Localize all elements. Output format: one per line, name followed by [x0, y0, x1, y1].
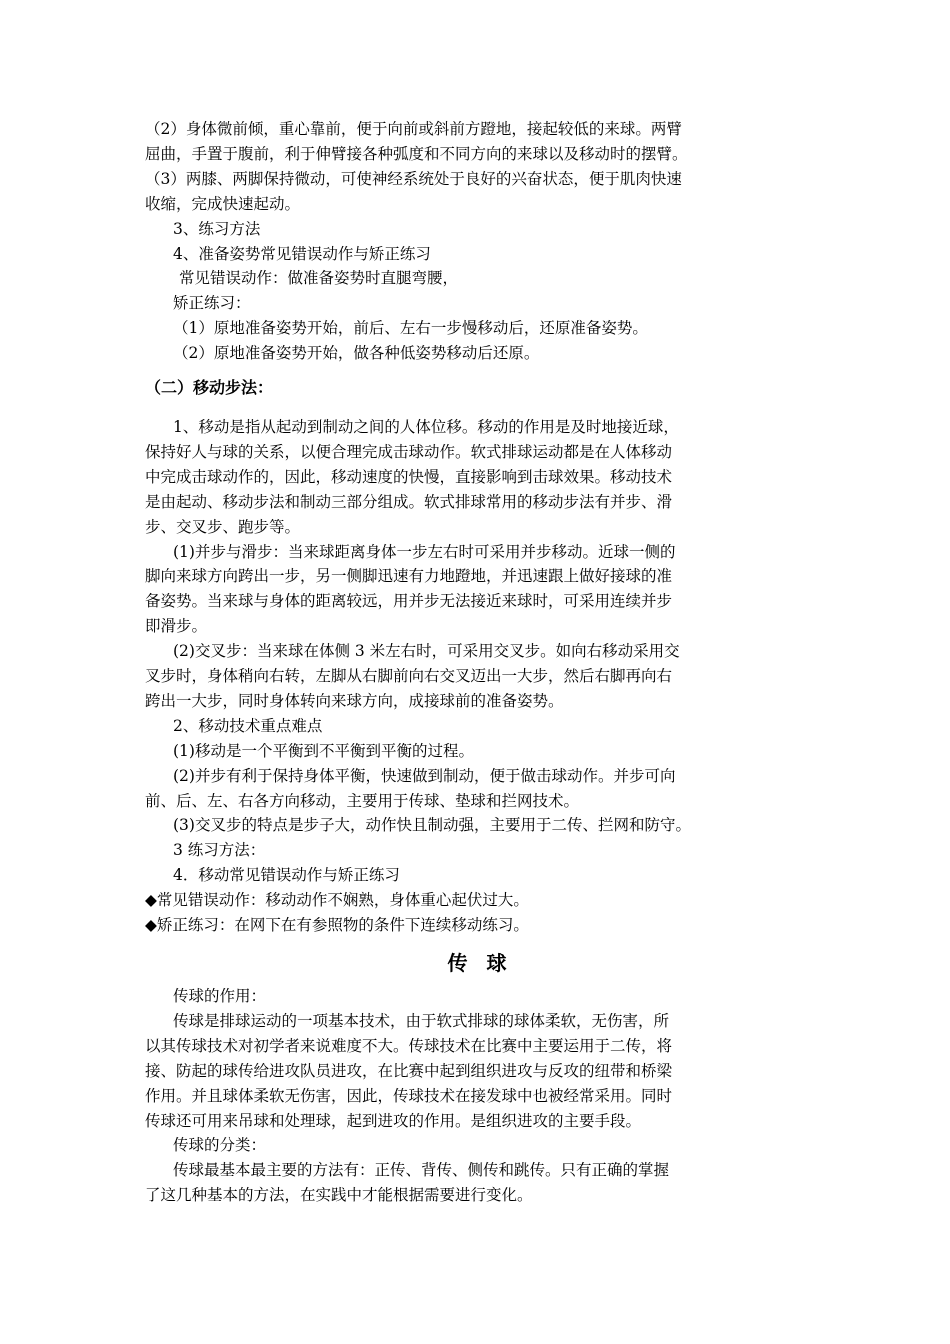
movement-line-10: (2)交叉步：当来球在体侧 3 米左右时，可采用交叉步。如向右移动采用交	[173, 642, 680, 661]
movement-line-14: (1)移动是一个平衡到不平衡到平衡的过程。	[173, 741, 474, 760]
movement-line-1: 1、移动是指从起动到制动之间的人体位移。移动的作用是及时地接近球，	[173, 417, 679, 436]
movement-line-3: 中完成击球动作的，因此，移动速度的快慢，直接影响到击球效果。移动技术	[145, 467, 673, 486]
section-title-passing: 传 球	[447, 951, 513, 975]
prep-item-correction-1: （1）原地准备姿势开始，前后、左右一步慢移动后，还原准备姿势。	[173, 319, 648, 338]
movement-line-5: 步、交叉步、跑步等。	[145, 517, 301, 536]
prep-item-common-error: 常见错误动作：做准备姿势时直腿弯腰，	[179, 269, 459, 288]
prep-line-2: 屈曲，手置于腹前，利于伸臂接各种弧度和不同方向的来球以及移动时的摆臂。	[145, 144, 688, 163]
movement-line-8: 备姿势。当来球与身体的距离较远，用并步无法接近来球时，可采用连续并步	[145, 592, 673, 611]
pass-line-6: 传球还可用来吊球和处理球，起到进攻的作用。是组织进攻的主要手段。	[145, 1111, 642, 1130]
movement-line-18: 3 练习方法：	[173, 841, 266, 860]
movement-line-15: (2)并步有利于保持身体平衡，快速做到制动，便于做击球动作。并步可向	[173, 766, 676, 785]
section-heading-movement: （二）移动步法：	[145, 378, 274, 398]
movement-line-17: (3)交叉步的特点是步子大，动作快且制动强，主要用于二传、拦网和防守。	[173, 816, 691, 835]
document-page	[145, 117, 815, 1208]
prep-item-correction-2: （2）原地准备姿势开始，做各种低姿势移动后还原。	[173, 344, 540, 363]
movement-line-6: (1)并步与滑步：当来球距离身体一步左右时可采用并步移动。近球一侧的	[173, 542, 676, 561]
movement-line-16: 前、后、左、右各方向移动，主要用于传球、垫球和拦网技术。	[145, 791, 580, 810]
pass-line-3: 以其传球技术对初学者来说难度不大。传球技术在比赛中主要运用于二传，将	[145, 1036, 673, 1055]
movement-bullet-1: ◆常见错误动作：移动动作不娴熟，身体重心起伏过大。	[145, 891, 529, 910]
pass-line-8: 传球最基本最主要的方法有：正传、背传、侧传和跳传。只有正确的掌握	[173, 1161, 670, 1180]
prep-line-1: （2）身体微前倾，重心靠前，便于向前或斜前方蹬地，接起较低的来球。两臂	[145, 120, 682, 138]
prep-item-practice: 3、练习方法	[173, 219, 261, 238]
prep-item-correction: 矫正练习：	[173, 294, 251, 313]
pass-line-2: 传球是排球运动的一项基本技术，由于软式排球的球体柔软，无伤害，所	[173, 1011, 670, 1030]
movement-line-7: 脚向来球方向跨出一步，另一侧脚迅速有力地蹬地，并迅速跟上做好接球的准	[145, 567, 673, 586]
prep-item-errors-heading: 4、准备姿势常见错误动作与矫正练习	[173, 244, 431, 263]
prep-line-4: 收缩，完成快速起动。	[145, 194, 301, 213]
movement-line-12: 跨出一大步，同时身体转向来球方向，成接球前的准备姿势。	[145, 691, 564, 710]
prep-line-3: （3）两膝、两脚保持微动，可使神经系统处于良好的兴奋状态，便于肌肉快速	[145, 169, 682, 188]
movement-bullet-2: ◆矫正练习：在网下在有参照物的条件下连续移动练习。	[145, 916, 529, 935]
movement-line-19: 4．移动常见错误动作与矫正练习	[173, 866, 400, 885]
pass-line-4: 接、防起的球传给进攻队员进攻，在比赛中起到组织进攻与反攻的纽带和桥梁	[145, 1061, 673, 1080]
pass-line-9: 了这几种基本的方法，在实践中才能根据需要进行变化。	[145, 1186, 533, 1205]
movement-line-13: 2、移动技术重点难点	[173, 716, 323, 735]
pass-line-7: 传球的分类：	[173, 1136, 267, 1155]
movement-line-4: 是由起动、移动步法和制动三部分组成。软式排球常用的移动步法有并步、滑	[145, 492, 673, 511]
movement-line-9: 即滑步。	[145, 617, 208, 636]
pass-line-5: 作用。并且球体柔软无伤害，因此，传球技术在接发球中也被经常采用。同时	[145, 1086, 673, 1105]
movement-line-2: 保持好人与球的关系，以便合理完成击球动作。软式排球运动都是在人体移动	[145, 442, 673, 461]
movement-line-11: 叉步时，身体稍向右转，左脚从右脚前向右交叉迈出一大步，然后右脚再向右	[145, 667, 673, 686]
pass-line-1: 传球的作用：	[173, 987, 267, 1005]
